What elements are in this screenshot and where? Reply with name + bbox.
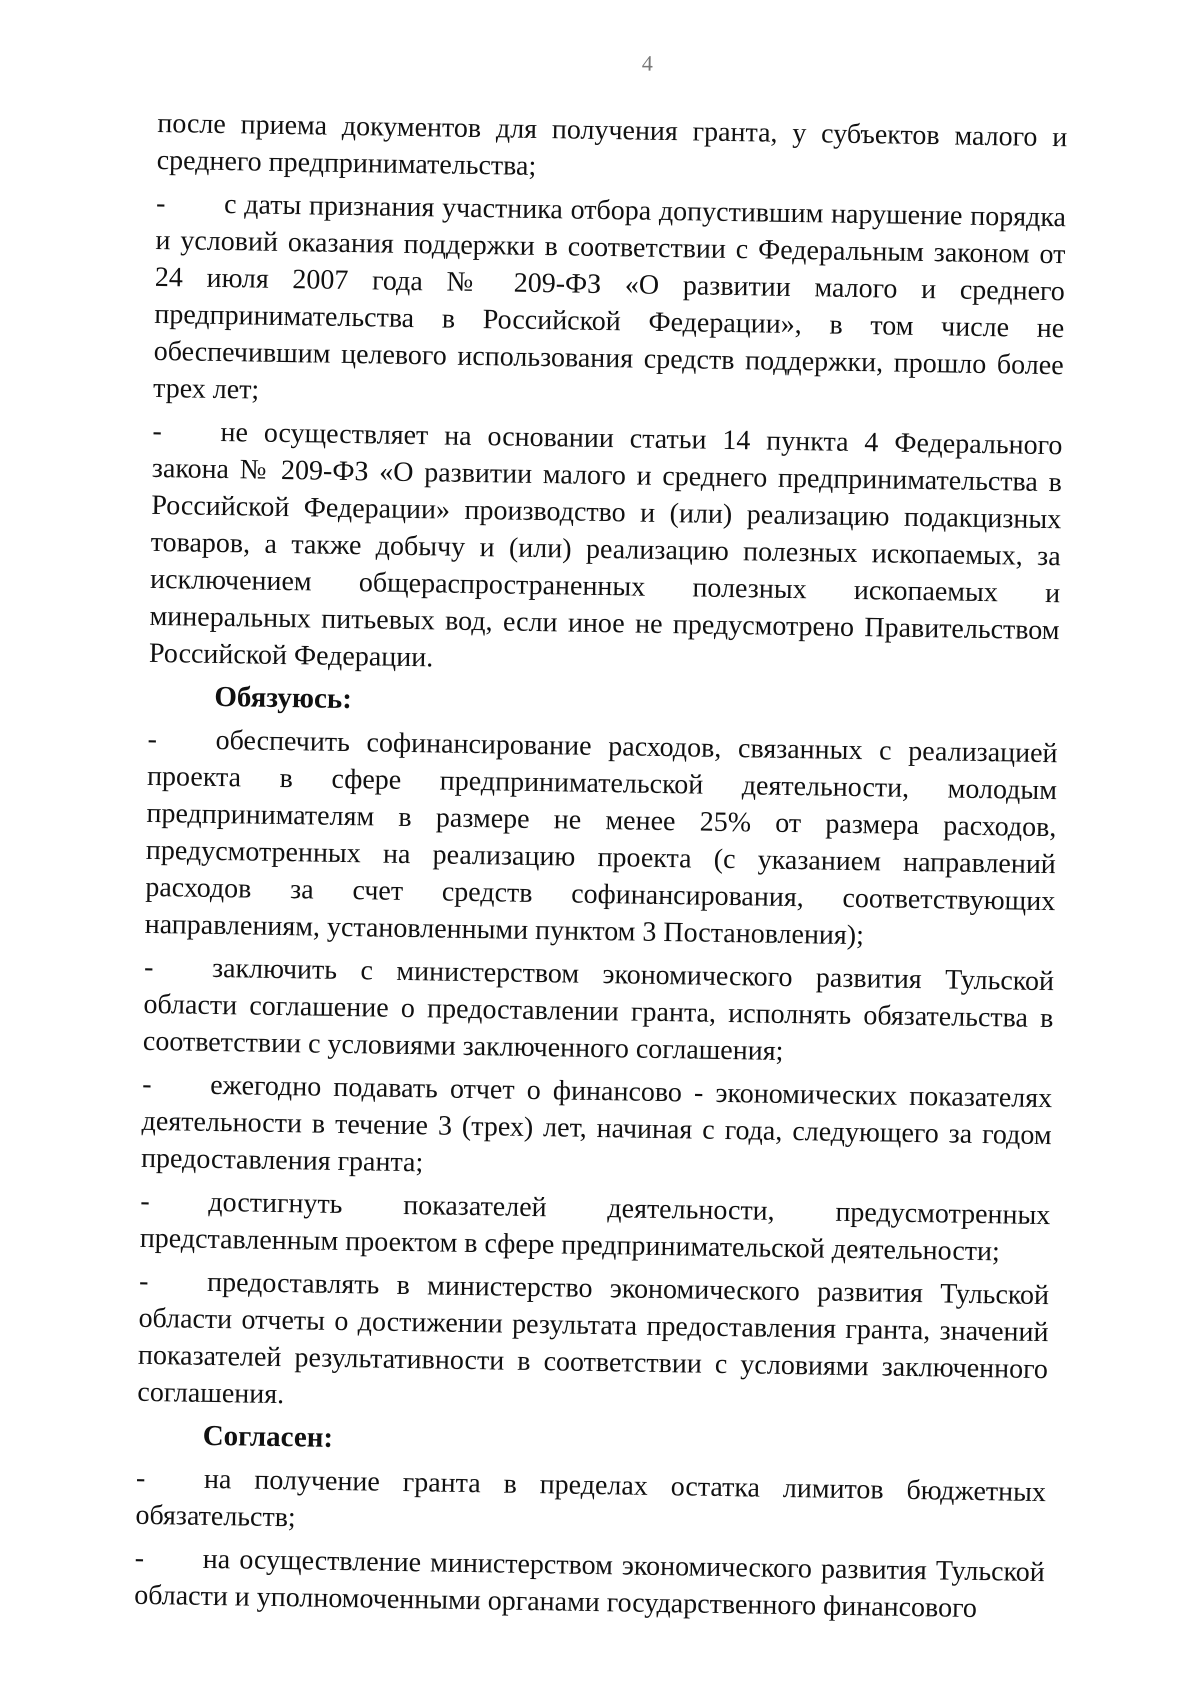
list-item-text: предоставлять в министерство экономического развития Тульской области отчеты о достижении результата предоставления гранта, значений показателей результативности в соответствии с условиями заключенного соглашения.: [137, 1266, 1050, 1411]
list-item-text: не осуществляет на основании статьи 14 пункта 4 Федерального закона № 209-ФЗ «О развитии малого и среднего предпринимательства в Российской Федерации» производство и (или) реализацию подакцизных товаров, а также добычу и (или) реализацию полезных ископаемых, за исключением общераспространенных полезных ископаемых и минеральных питьевых вод, если иное не предусмотрено Правительством Российской Федерации.: [148, 416, 1063, 674]
list-item: [137, 1263, 1049, 1425]
list-item-text: ежегодно подавать отчет о финансово - экономических показателях деятельности в течение 3 (трех) лет, начиная с года, следующего за годом предоставления гранта;: [140, 1069, 1053, 1179]
list-item: [144, 721, 1057, 957]
list-item: [143, 949, 1055, 1074]
list-item-text: с даты признания участника отбора допустившим нарушение порядка и условий оказания поддержки в соответствии с Федеральным законом от 24 июля 2007 года № 209-ФЗ «О развитии малого и среднего предпринимательства в Российской Федерации», в том числе не обеспечившим целевого использования средств поддержки, прошло более трех лет;: [152, 189, 1067, 406]
list-item: [149, 413, 1063, 686]
list-item: [153, 185, 1066, 421]
page-number: 4: [641, 50, 654, 76]
list-item: [141, 1066, 1053, 1191]
list-item: [134, 1540, 1045, 1628]
list-item: [135, 1460, 1046, 1548]
document-body: [134, 105, 1068, 1634]
list-item-text: обеспечить софинансирование расходов, связанных с реализацией проекта в сфере предпринимательской деятельности, молодым предпринимателям в размере не менее 25% от размера расходов, предусмотренных на реализацию проекта (с указанием направлений расходов за счет средств софинансирования, соответствующих направлениям, установленными пунктом 3 Постановления);: [144, 724, 1058, 952]
paragraph: после приема документов для получения гранта, у субъектов малого и среднего предпринимательства;: [156, 107, 1068, 182]
list-item-text: на получение гранта в пределах остатка лимитов бюджетных обязательств;: [135, 1463, 1047, 1534]
list-dash: -: [152, 415, 163, 448]
list-dash: -: [142, 1068, 152, 1100]
list-dash: -: [134, 1542, 145, 1574]
list-dash: -: [143, 951, 154, 983]
list-item-text: достигнуть показателей деятельности, предусмотренных представленным проектом в сфере предпринимательской деятельности;: [139, 1186, 1051, 1268]
list-dash: -: [147, 723, 158, 756]
list-dash: -: [155, 187, 166, 220]
section-heading: Обязуюсь:: [214, 680, 353, 716]
section-heading: Согласен:: [202, 1419, 334, 1454]
list-item: [140, 1183, 1051, 1271]
list-item-text: заключить с министерством экономического развития Тульской области соглашение о предоставлении гранта, исполнять обязательства в соответствии с условиями заключенного соглашения;: [142, 952, 1055, 1067]
list-item-text: на осуществление министерством экономического развития Тульской области и уполномоченными органами государственного финансового: [133, 1543, 1045, 1625]
list-dash: -: [135, 1462, 146, 1494]
list-dash: -: [138, 1265, 149, 1297]
list-dash: -: [140, 1185, 150, 1217]
